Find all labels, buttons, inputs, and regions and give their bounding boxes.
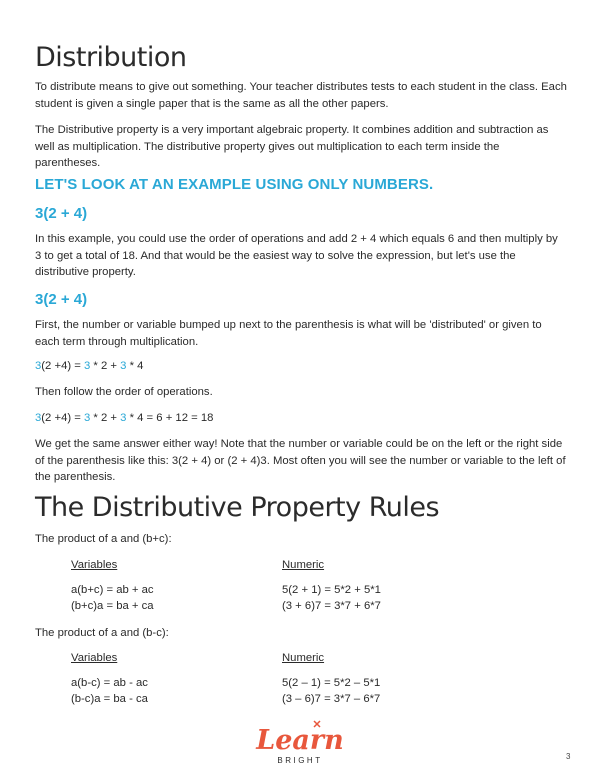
rule-add-numeric-header: Numeric [282, 559, 325, 571]
rule-line: (3 – 6)7 = 3*7 – 6*7 [282, 693, 381, 705]
rule-line: a(b-c) = ab - ac [71, 677, 148, 689]
intro-paragraph: To distribute means to give out something. Your teacher distributes tests to each student in the class. Each student is given a single paper that is the same as all the other papers. [35, 81, 567, 110]
rule-line: a(b+c) = ab + ac [71, 584, 154, 596]
rule-line: (b-c)a = ba - ca [71, 693, 148, 705]
example-expression: 3(2 + 4) [35, 205, 88, 222]
distributed-number: 3 [120, 412, 127, 424]
property-paragraph: The Distributive property is a very important algebraic property. It combines addition and subtraction as well as multiplication. The distributive property gives out multiplication to each term inside the parentheses. [35, 124, 549, 169]
rules-heading: The Distributive Property Rules [35, 492, 440, 523]
rule-line: (b+c)a = ba + ca [71, 600, 154, 612]
example-expression-2: 3(2 + 4) [35, 291, 88, 308]
distribute-explanation-paragraph: First, the number or variable bumped up next to the parenthesis is what will be 'distributed' or given to each term through multiplication. [35, 319, 542, 348]
expr-part: (2 +4) = [41, 412, 84, 424]
rule-sub-variables-header: Variables [71, 652, 118, 664]
learn-bright-logo [240, 716, 360, 768]
rule-line: 5(2 + 1) = 5*2 + 5*1 [282, 584, 381, 596]
rule-sub-variables [71, 675, 148, 707]
expr-part: * 2 + [90, 412, 121, 424]
distribution-result-line [35, 410, 567, 427]
page-title: Distribution [35, 42, 187, 73]
rule-add-variables [71, 582, 154, 614]
distributed-number: 3 [84, 360, 91, 372]
expr-part: (2 +4) = [41, 360, 84, 372]
distributed-number: 3 [120, 360, 127, 372]
distributed-number: 3 [35, 412, 42, 424]
logo-word-learn: Learn [256, 725, 344, 756]
rule-sub-numeric [282, 675, 380, 707]
rule-line: 5(2 – 1) = 5*2 – 5*1 [282, 677, 381, 689]
expr-part: * 2 + [90, 360, 121, 372]
example-heading: LET'S LOOK AT AN EXAMPLE USING ONLY NUMBERS. [35, 176, 434, 193]
rule-add-numeric [282, 582, 381, 614]
order-of-operations-paragraph: In this example, you could use the order of operations and add 2 + 4 which equals 6 and then multiply by 3 to get a total of 18. And that would be the easiest way to solve the expression, but let's use the distributive property. [35, 233, 558, 278]
rule-add-variables-header: Variables [71, 559, 118, 571]
rule-line: (3 + 6)7 = 3*7 + 6*7 [282, 600, 381, 612]
expr-part: * 4 = 6 + 12 = 18 [126, 412, 214, 424]
rule-sub-intro: The product of a and (b-c): [35, 627, 169, 639]
distributed-number: 3 [84, 412, 91, 424]
logo-word-bright: BRIGHT [277, 756, 323, 765]
page-number: 3 [566, 752, 571, 761]
rule-add-intro: The product of a and (b+c): [35, 533, 172, 545]
either-way-paragraph: We get the same answer either way! Note that the number or variable could be on the left or the right side of the parenthesis like this: 3(2 + 4) or (2 + 4)3. Most often you will see the number or variable to the left of the parenthesis. [35, 438, 566, 483]
rule-sub-numeric-header: Numeric [282, 652, 325, 664]
distributed-number: 3 [35, 360, 42, 372]
distribution-line [35, 358, 567, 375]
expr-part: * 4 [126, 360, 144, 372]
order-paragraph: Then follow the order of operations. [35, 386, 213, 398]
